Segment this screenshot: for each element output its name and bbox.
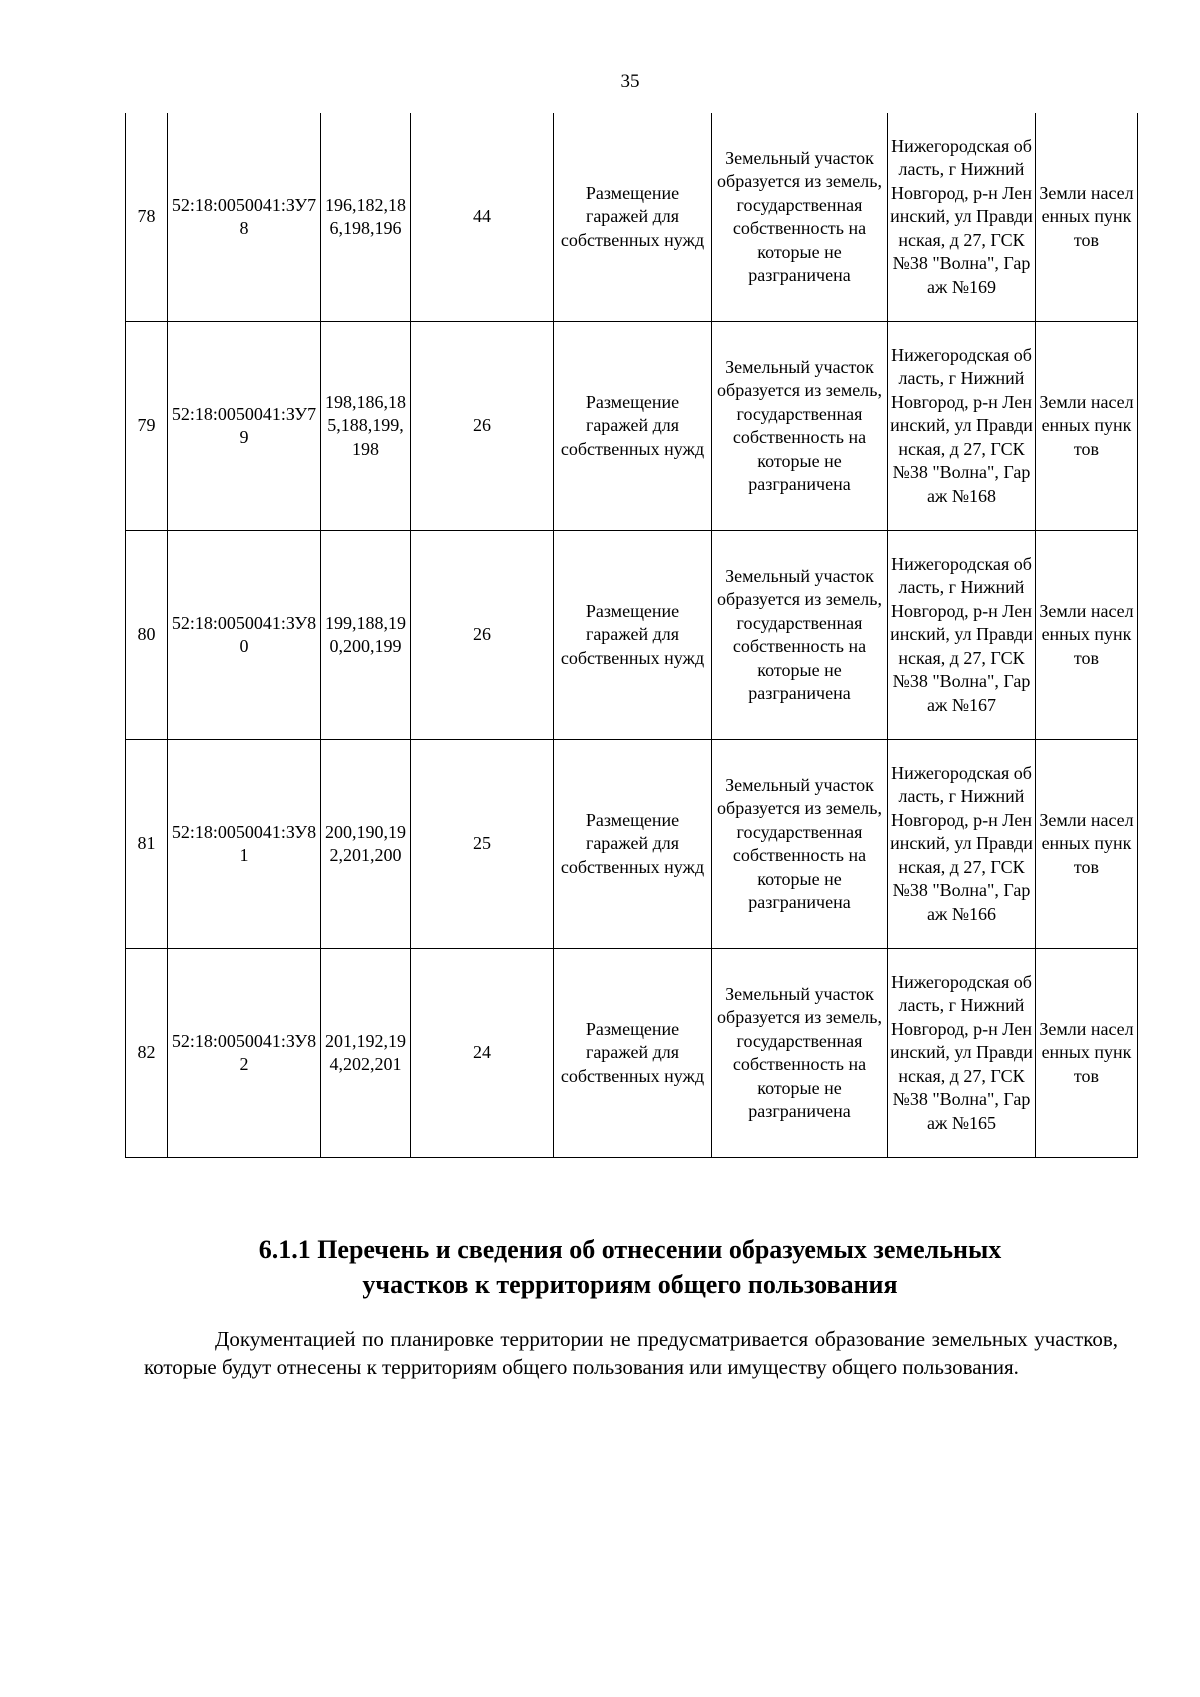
permitted-use: Размещение гаражей для собственных нужд	[554, 740, 712, 949]
cadastral-number: 52:18:0050041:ЗУ82	[168, 949, 321, 1158]
table-row	[126, 322, 1138, 531]
land-plots-table	[125, 113, 1138, 1158]
permitted-use: Размещение гаражей для собственных нужд	[554, 949, 712, 1158]
boundary-points: 198,186,185,188,199,198	[321, 322, 411, 531]
formation-method: Земельный участок образуется из земель, государственная собственность на которые не разграничена	[712, 531, 888, 740]
table-row	[126, 949, 1138, 1158]
plot-address: Нижегородская область, г Нижний Новгород, р-н Ленинский, ул Правдинская, д 27, ГСК №38 "Волна", Гараж №167	[888, 531, 1036, 740]
section-paragraph: Документацией по планировке территории не предусматривается образование земельных участков, которые будут отнесены к территориям общего пользования или имуществу общего пользования.	[144, 1327, 1118, 1379]
land-category: Земли населенных пунктов	[1036, 322, 1138, 531]
row-number: 79	[126, 322, 168, 531]
row-number: 81	[126, 740, 168, 949]
page-number: 35	[620, 71, 640, 92]
boundary-points: 199,188,190,200,199	[321, 531, 411, 740]
boundary-points: 200,190,192,201,200	[321, 740, 411, 949]
formation-method: Земельный участок образуется из земель, государственная собственность на которые не разграничена	[712, 113, 888, 322]
permitted-use: Размещение гаражей для собственных нужд	[554, 113, 712, 322]
row-number: 78	[126, 113, 168, 322]
land-category: Земли населенных пунктов	[1036, 113, 1138, 322]
formation-method: Земельный участок образуется из земель, государственная собственность на которые не разграничена	[712, 322, 888, 531]
section-heading	[130, 1232, 1130, 1302]
land-category: Земли населенных пунктов	[1036, 949, 1138, 1158]
cadastral-number: 52:18:0050041:ЗУ80	[168, 531, 321, 740]
formation-method: Земельный участок образуется из земель, государственная собственность на которые не разграничена	[712, 740, 888, 949]
row-number: 80	[126, 531, 168, 740]
plot-address: Нижегородская область, г Нижний Новгород, р-н Ленинский, ул Правдинская, д 27, ГСК №38 "Волна", Гараж №165	[888, 949, 1036, 1158]
plot-area: 26	[411, 322, 554, 531]
section-heading-line: 6.1.1 Перечень и сведения об отнесении образуемых земельных	[258, 1235, 1002, 1264]
plot-address: Нижегородская область, г Нижний Новгород, р-н Ленинский, ул Правдинская, д 27, ГСК №38 "Волна", Гараж №169	[888, 113, 1036, 322]
table-row	[126, 740, 1138, 949]
land-category: Земли населенных пунктов	[1036, 531, 1138, 740]
table-row	[126, 113, 1138, 322]
table-row	[126, 531, 1138, 740]
plot-area: 24	[411, 949, 554, 1158]
permitted-use: Размещение гаражей для собственных нужд	[554, 531, 712, 740]
section-heading-line: участков к территориям общего пользования	[362, 1270, 898, 1299]
plot-address: Нижегородская область, г Нижний Новгород, р-н Ленинский, ул Правдинская, д 27, ГСК №38 "Волна", Гараж №166	[888, 740, 1036, 949]
permitted-use: Размещение гаражей для собственных нужд	[554, 322, 712, 531]
plot-address: Нижегородская область, г Нижний Новгород, р-н Ленинский, ул Правдинская, д 27, ГСК №38 "Волна", Гараж №168	[888, 322, 1036, 531]
formation-method: Земельный участок образуется из земель, государственная собственность на которые не разграничена	[712, 949, 888, 1158]
cadastral-number: 52:18:0050041:ЗУ78	[168, 113, 321, 322]
cadastral-number: 52:18:0050041:ЗУ81	[168, 740, 321, 949]
boundary-points: 196,182,186,198,196	[321, 113, 411, 322]
row-number: 82	[126, 949, 168, 1158]
cadastral-number: 52:18:0050041:ЗУ79	[168, 322, 321, 531]
plot-area: 25	[411, 740, 554, 949]
plot-area: 44	[411, 113, 554, 322]
plot-area: 26	[411, 531, 554, 740]
land-category: Земли населенных пунктов	[1036, 740, 1138, 949]
boundary-points: 201,192,194,202,201	[321, 949, 411, 1158]
